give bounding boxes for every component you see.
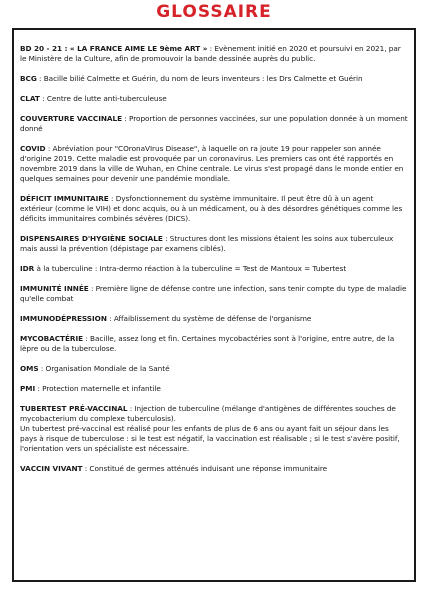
glossary-term: BD 20 - 21 : « LA FRANCE AIME LE 9ème ART » [20, 44, 208, 53]
glossary-definition: : Affaiblissement du système de défense de l'organisme [106, 314, 312, 323]
glossary-entry [20, 334, 408, 354]
title-bar [0, 0, 428, 26]
glossary-definition: à la tuberculine : Intra-dermo réaction à la tuberculine = Test de Mantoux = Tubertest [34, 264, 347, 273]
glossary-term: COVID [20, 144, 46, 153]
glossary-term: VACCIN VIVANT [20, 464, 83, 473]
glossary-term: COUVERTURE VACCINALE [20, 114, 123, 123]
glossary-frame [12, 28, 416, 582]
glossary-definition: : Bacille, assez long et fin. Certaines mycobactéries sont à l'origine, entre autre, de la lèpre ou de la tuberculose. [20, 334, 395, 353]
glossary-term: BCG [20, 74, 37, 83]
glossary-entry [20, 94, 408, 104]
glossary-term: MYCOBACTÉRIE [20, 334, 84, 343]
glossary-term: IMMUNITÉ INNÉE [20, 284, 89, 293]
glossary-definition: : Injection de tuberculine (mélange d'antigènes de différentes souches de mycobacterium du complexe tuberculosis). [20, 404, 396, 423]
glossary-term: CLAT [20, 94, 40, 103]
glossary-definition-extra: Un tubertest pré-vaccinal est réalisé pour les enfants de plus de 6 ans ou ayant fait un séjour dans les pays à risque de tuberculose : si le test est négatif, la vaccination est réalisable ; si le test s'avère positif, l'orientation vers un spécialiste est nécessaire. [20, 424, 400, 453]
glossary-definition: : Centre de lutte anti-tuberculeuse [39, 94, 167, 103]
glossary-definition: : Organisation Mondiale de la Santé [38, 364, 170, 373]
glossary-term: DÉFICIT IMMUNITAIRE [20, 194, 109, 203]
glossary-entry [20, 284, 408, 304]
glossary-definition: : Evènement initié en 2020 et poursuivi en 2021, par le Ministère de la Culture, afin de promouvoir la bande dessinée auprès du public. [20, 44, 401, 63]
glossary-definition: : Première ligne de défense contre une infection, sans tenir compte du type de maladie qu'elle combat [20, 284, 407, 303]
glossary-definition: : Structures dont les missions étaient les soins aux tuberculeux mais aussi la prévention (dépistage par examens ciblés). [20, 234, 394, 253]
glossary-term: IMMUNODÉPRESSION [20, 314, 107, 323]
glossary-definition: : Abréviation pour "COronaVIrus Disease", à laquelle on ra joute 19 pour rappeler son année d'origine 2019. Cette maladie est provoquée par un coronavirus. Les premiers cas ont été rapportés en novembre 2019 dans la ville de Wuhan, en Chine centrale. Le virus s'est propagé dans le monde entier en quelques semaines pour devenir une pandémie mondiale. [20, 144, 404, 183]
glossary-entry [20, 264, 408, 274]
glossary-entry [20, 144, 408, 184]
glossary-definition: : Protection maternelle et infantile [35, 384, 161, 393]
glossary-entry [20, 464, 408, 474]
glossary-term: PMI [20, 384, 36, 393]
glossary-term: TUBERTEST PRÉ-VACCINAL [20, 404, 128, 413]
glossary-entry [20, 314, 408, 324]
glossary-definition: : Constitué de germes atténués induisant une réponse immunitaire [82, 464, 328, 473]
glossary-definition: : Dysfonctionnement du système immunitaire. Il peut être dû à un agent extérieur (comme le VIH) et donc acquis, ou à un médicament, ou à des désordres génétiques comme les déficits immunitaires combinés sévères (DICS). [20, 194, 403, 223]
glossary-term: DISPENSAIRES D'HYGIÈNE SOCIALE [20, 234, 163, 243]
glossary-entry [20, 234, 408, 254]
glossary-entry [20, 74, 408, 84]
glossary-entry [20, 404, 408, 454]
glossary-definition: : Proportion de personnes vaccinées, sur une population donnée à un moment donné [20, 114, 408, 133]
glossary-entry [20, 194, 408, 224]
glossary-term: IDR [20, 264, 35, 273]
glossary-entry [20, 384, 408, 394]
glossary-term: OMS [20, 364, 39, 373]
glossary-entry [20, 364, 408, 374]
page-title: GLOSSAIRE [156, 2, 272, 22]
glossary-entry [20, 44, 408, 64]
glossary-entry [20, 114, 408, 134]
glossary-definition: : Bacille bilié Calmette et Guérin, du nom de leurs inventeurs : les Drs Calmette et Guérin [36, 74, 363, 83]
